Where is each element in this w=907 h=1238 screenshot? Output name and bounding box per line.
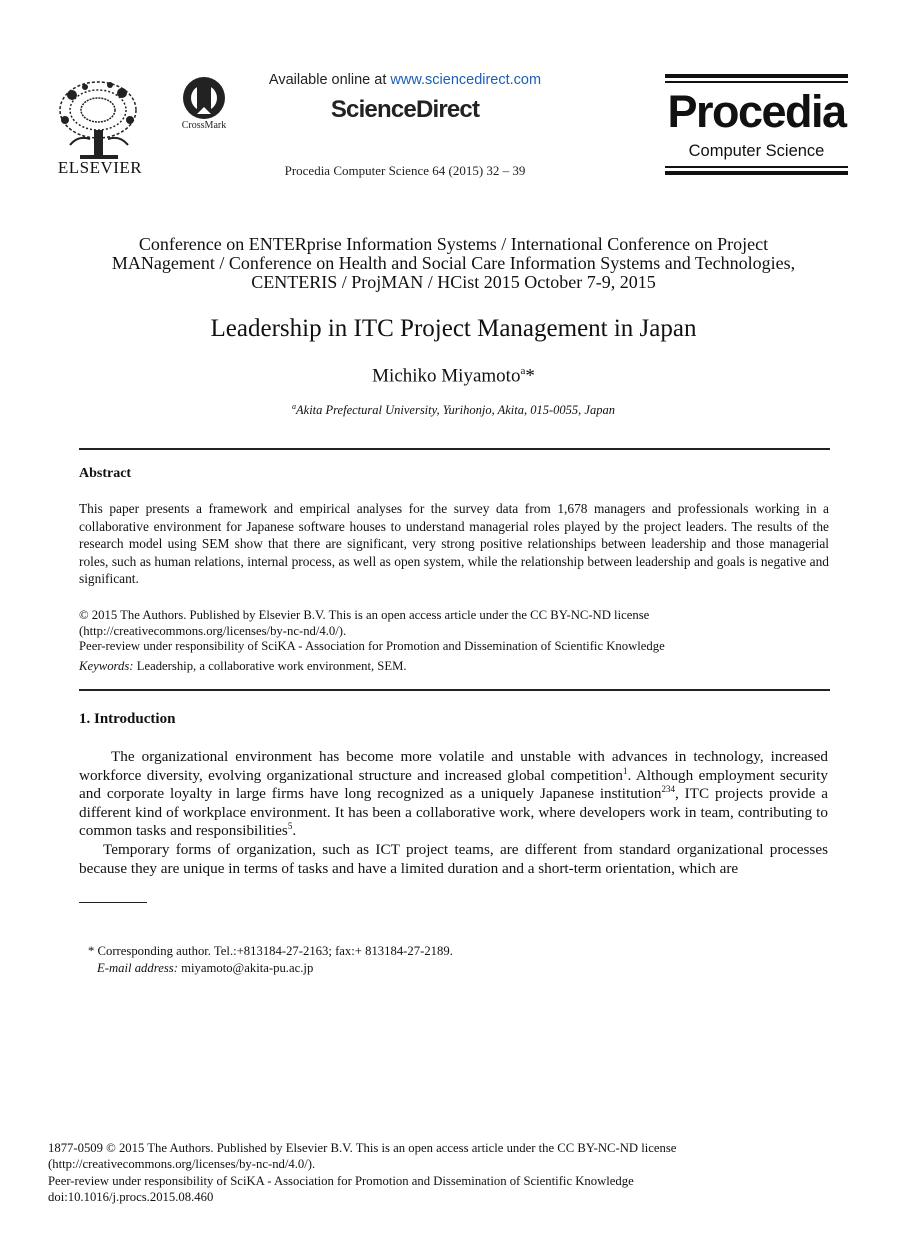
conference-line: Conference on ENTERprise Information Systems / International Conference on Project <box>138 234 769 254</box>
email-label: E-mail address: <box>97 960 178 975</box>
paragraph: Temporary forms of organization, such as ICT project teams, are different from standard organizational processes because they are unique in terms of tasks and have a limited duration and a short-term orientation, which are <box>79 840 828 877</box>
email-line <box>88 960 788 977</box>
abstract-body: This paper presents a framework and empirical analyses for the survey data from 1,678 managers and professionals working in a collaborative environment for Japanese software houses to understand managerial roles played by the project leaders. The results of the research model using SEM show that there are significant, very strong positive relationships between leadership and those managerial roles, such as human relations, internal process, as well as open system, while the relationship between leadership and goals is negative and significant. <box>79 501 829 586</box>
peer-review-line: Peer-review under responsibility of SciKA - Association for Promotion and Dissemination of Scientific Knowledge <box>48 1173 634 1188</box>
platform-name: ScienceDirect <box>330 96 480 123</box>
sciencedirect-link[interactable]: www.sciencedirect.com <box>390 72 542 88</box>
citation-ref[interactable]: 1 <box>623 765 628 776</box>
keywords <box>79 659 829 674</box>
keywords-list: Leadership, a collaborative work environment, SEM. <box>133 659 407 673</box>
affiliation-mark: a <box>292 402 297 411</box>
text-run: The organizational environment has become more volatile and unstable with advances in technology, increased workforce diversity, evolving organizational structure and increased global competition <box>79 748 828 784</box>
section-heading: 1. Introduction <box>79 711 176 727</box>
author-line <box>60 365 847 387</box>
footnote-rule <box>79 902 147 903</box>
introduction-body <box>79 748 828 878</box>
journal-logo-sub: Computer Science <box>688 142 825 160</box>
publication-info <box>48 1140 848 1206</box>
corresponding-author: * Corresponding author. Tel.:+813184-27-2163; fax:+ 813184-27-2189. <box>88 944 453 958</box>
license-link[interactable]: (http://creativecommons.org/licenses/by-nc-nd/4.0/). <box>79 623 347 638</box>
affiliation <box>60 402 847 418</box>
conference-name <box>60 235 847 292</box>
affiliation-text: Akita Prefectural University, Yurihonjo, Akita, 015-0055, Japan <box>296 403 615 418</box>
divider <box>79 689 830 691</box>
license-line: © 2015 The Authors. Published by Elsevier B.V. This is an open access article under the CC BY-NC-ND license <box>79 608 650 622</box>
doi[interactable]: doi:10.1016/j.procs.2015.08.460 <box>48 1190 214 1205</box>
publisher-name: ELSEVIER <box>57 158 143 177</box>
peer-review-line: Peer-review under responsibility of SciKA - Association for Promotion and Dissemination of Scientific Knowledge <box>79 639 665 653</box>
crossmark-label: CrossMark <box>181 120 227 131</box>
text-run: . Although employment security and corporate loyalty in large firms have long recognized as a uniquely Japanese institution <box>79 766 828 803</box>
text-run: . <box>292 822 297 840</box>
license-block <box>79 608 829 655</box>
license-link[interactable]: (http://creativecommons.org/licenses/by-nc-nd/4.0/). <box>48 1157 316 1172</box>
author-name: Michiko Miyamoto <box>372 365 521 387</box>
footnote <box>88 943 788 976</box>
paper-title: Leadership in ITC Project Management in Japan <box>210 315 697 342</box>
conference-line: CENTERIS / ProjMAN / HCist 2015 October 7-9, 2015 <box>251 272 656 292</box>
keywords-label: Keywords: <box>79 659 134 673</box>
journal-logo-main: Procedia <box>667 86 846 137</box>
journal-reference: Procedia Computer Science 64 (2015) 32 – 39 <box>284 163 526 178</box>
conference-line: MANagement / Conference on Health and Social Care Information Systems and Technologies, <box>111 253 796 273</box>
issn-license-line: 1877-0509 © 2015 The Authors. Published by Elsevier B.V. This is an open access article under the CC BY-NC-ND license <box>48 1141 677 1155</box>
available-online <box>255 72 555 88</box>
paragraph <box>79 748 828 841</box>
available-online-prefix: Available online at <box>268 72 391 88</box>
citation-ref[interactable]: 5 <box>287 821 293 832</box>
email-address[interactable]: miyamoto@akita-pu.ac.jp <box>177 960 314 975</box>
citation-ref[interactable]: 234 <box>661 784 675 795</box>
abstract-heading: Abstract <box>79 466 132 481</box>
corresponding-star: * <box>525 365 535 387</box>
author-affiliation-mark: a <box>520 365 526 377</box>
divider <box>79 448 830 450</box>
procedia-logo <box>665 74 848 178</box>
text-run: , ITC projects provide a different kind of workplace environment. It has been a collaborative work, where developers work in team, contributing to common tasks and responsibilities <box>79 785 828 840</box>
